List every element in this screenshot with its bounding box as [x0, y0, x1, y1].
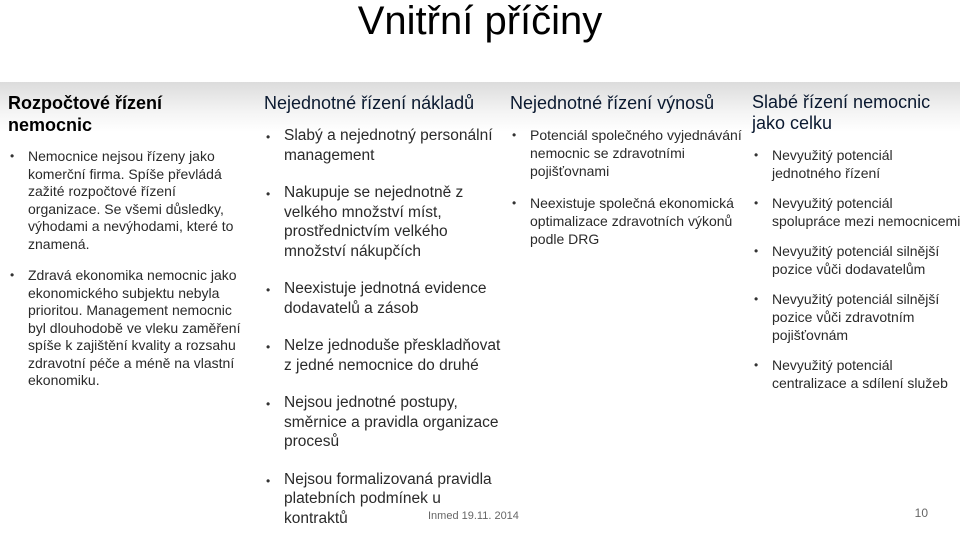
bullet-icon: • — [10, 268, 15, 282]
bullet-icon: • — [266, 473, 271, 488]
list-item: • Neexistuje společná ekonomická optimalizace zdravotních výkonů podle DRG — [512, 195, 734, 247]
bullet-icon: • — [512, 196, 517, 210]
list-item: • Nevyužitý potenciál spolupráce mezi nemocnicemi — [754, 195, 960, 229]
list-item: • Nevyužitý potenciál silnější pozice vůči dodavatelům — [754, 243, 940, 277]
bullet-icon: • — [266, 340, 271, 354]
bullet-icon: • — [266, 283, 271, 297]
list-item: • Slabý a nejednotný personální management — [266, 127, 493, 164]
list-item: • Nelze jednoduše přeskladňovat z jedné nemocnice do druhé — [266, 337, 501, 374]
list-item: • Nejsou jednotné postupy, směrnice a pravidla organizace procesů — [266, 394, 499, 450]
column-heading: Nejednotné řízení nákladů — [264, 93, 475, 113]
column-rizeni-nakladu — [264, 92, 504, 546]
bullet-icon: • — [266, 397, 271, 411]
page-number: 10 — [914, 506, 928, 520]
bullet-icon: • — [754, 358, 759, 372]
list-item: • Nejsou formalizovaná pravidla platebních podmínek u kontraktů — [266, 470, 492, 527]
bullet-icon: • — [10, 149, 15, 163]
bullet-icon: • — [754, 244, 759, 258]
bullet-list — [752, 146, 960, 392]
list-item: • Nevyužitý potenciál silnější pozice vůči zdravotním pojišťovnám — [754, 291, 940, 343]
bullet-icon: • — [266, 187, 271, 201]
column-heading: Nejednotné řízení výnosů — [510, 93, 715, 113]
bullet-icon: • — [754, 196, 759, 210]
bullet-icon: • — [754, 292, 759, 306]
column-rizeni-celku — [752, 92, 960, 404]
bullet-icon: • — [266, 130, 271, 144]
slide-title: Vnitřní příčiny — [357, 0, 603, 43]
column-heading: Slabé řízení nemocnic jako celku — [752, 92, 931, 133]
bullet-list — [264, 126, 504, 528]
list-item: • Potenciál společného vyjednávání nemocnic se zdravotními pojišťovnami — [512, 127, 742, 179]
bullet-list — [8, 148, 248, 390]
list-item: • Nemocnice nejsou řízeny jako komerční firma. Spíše převládá zažité rozpočtové řízení organizace. Se všemi důsledky, výhodami a nevýhodami, které to znamená. — [10, 148, 234, 252]
bullet-icon: • — [512, 128, 517, 142]
column-rozpoctove-rizeni — [8, 92, 248, 404]
list-item: • Zdravá ekonomika nemocnic jako ekonomického subjektu nebyla prioritou. Management nemocnic byl dlouhodobě ve vleku zaměření spíše k zajištění kvality a rozsahu zdravotní péče a méně na vlastní ekonomiku. — [10, 267, 241, 388]
list-item: • Nakupuje se nejednotně z velkého množství míst, prostřednictvím velkého množství nákupčích — [266, 184, 464, 260]
column-heading: Rozpočtové řízení nemocnic — [8, 93, 163, 135]
bullet-icon: • — [754, 148, 759, 162]
bullet-list — [510, 126, 745, 248]
column-rizeni-vynosu — [510, 92, 745, 262]
slide-footer: Inmed 19.11. 2014 — [428, 510, 519, 522]
list-item: • Nevyužitý potenciál centralizace a sdílení služeb — [754, 357, 948, 391]
list-item: • Neexistuje jednotná evidence dodavatelů a zásob — [266, 280, 487, 317]
list-item: • Nevyužitý potenciál jednotného řízení — [754, 147, 893, 181]
